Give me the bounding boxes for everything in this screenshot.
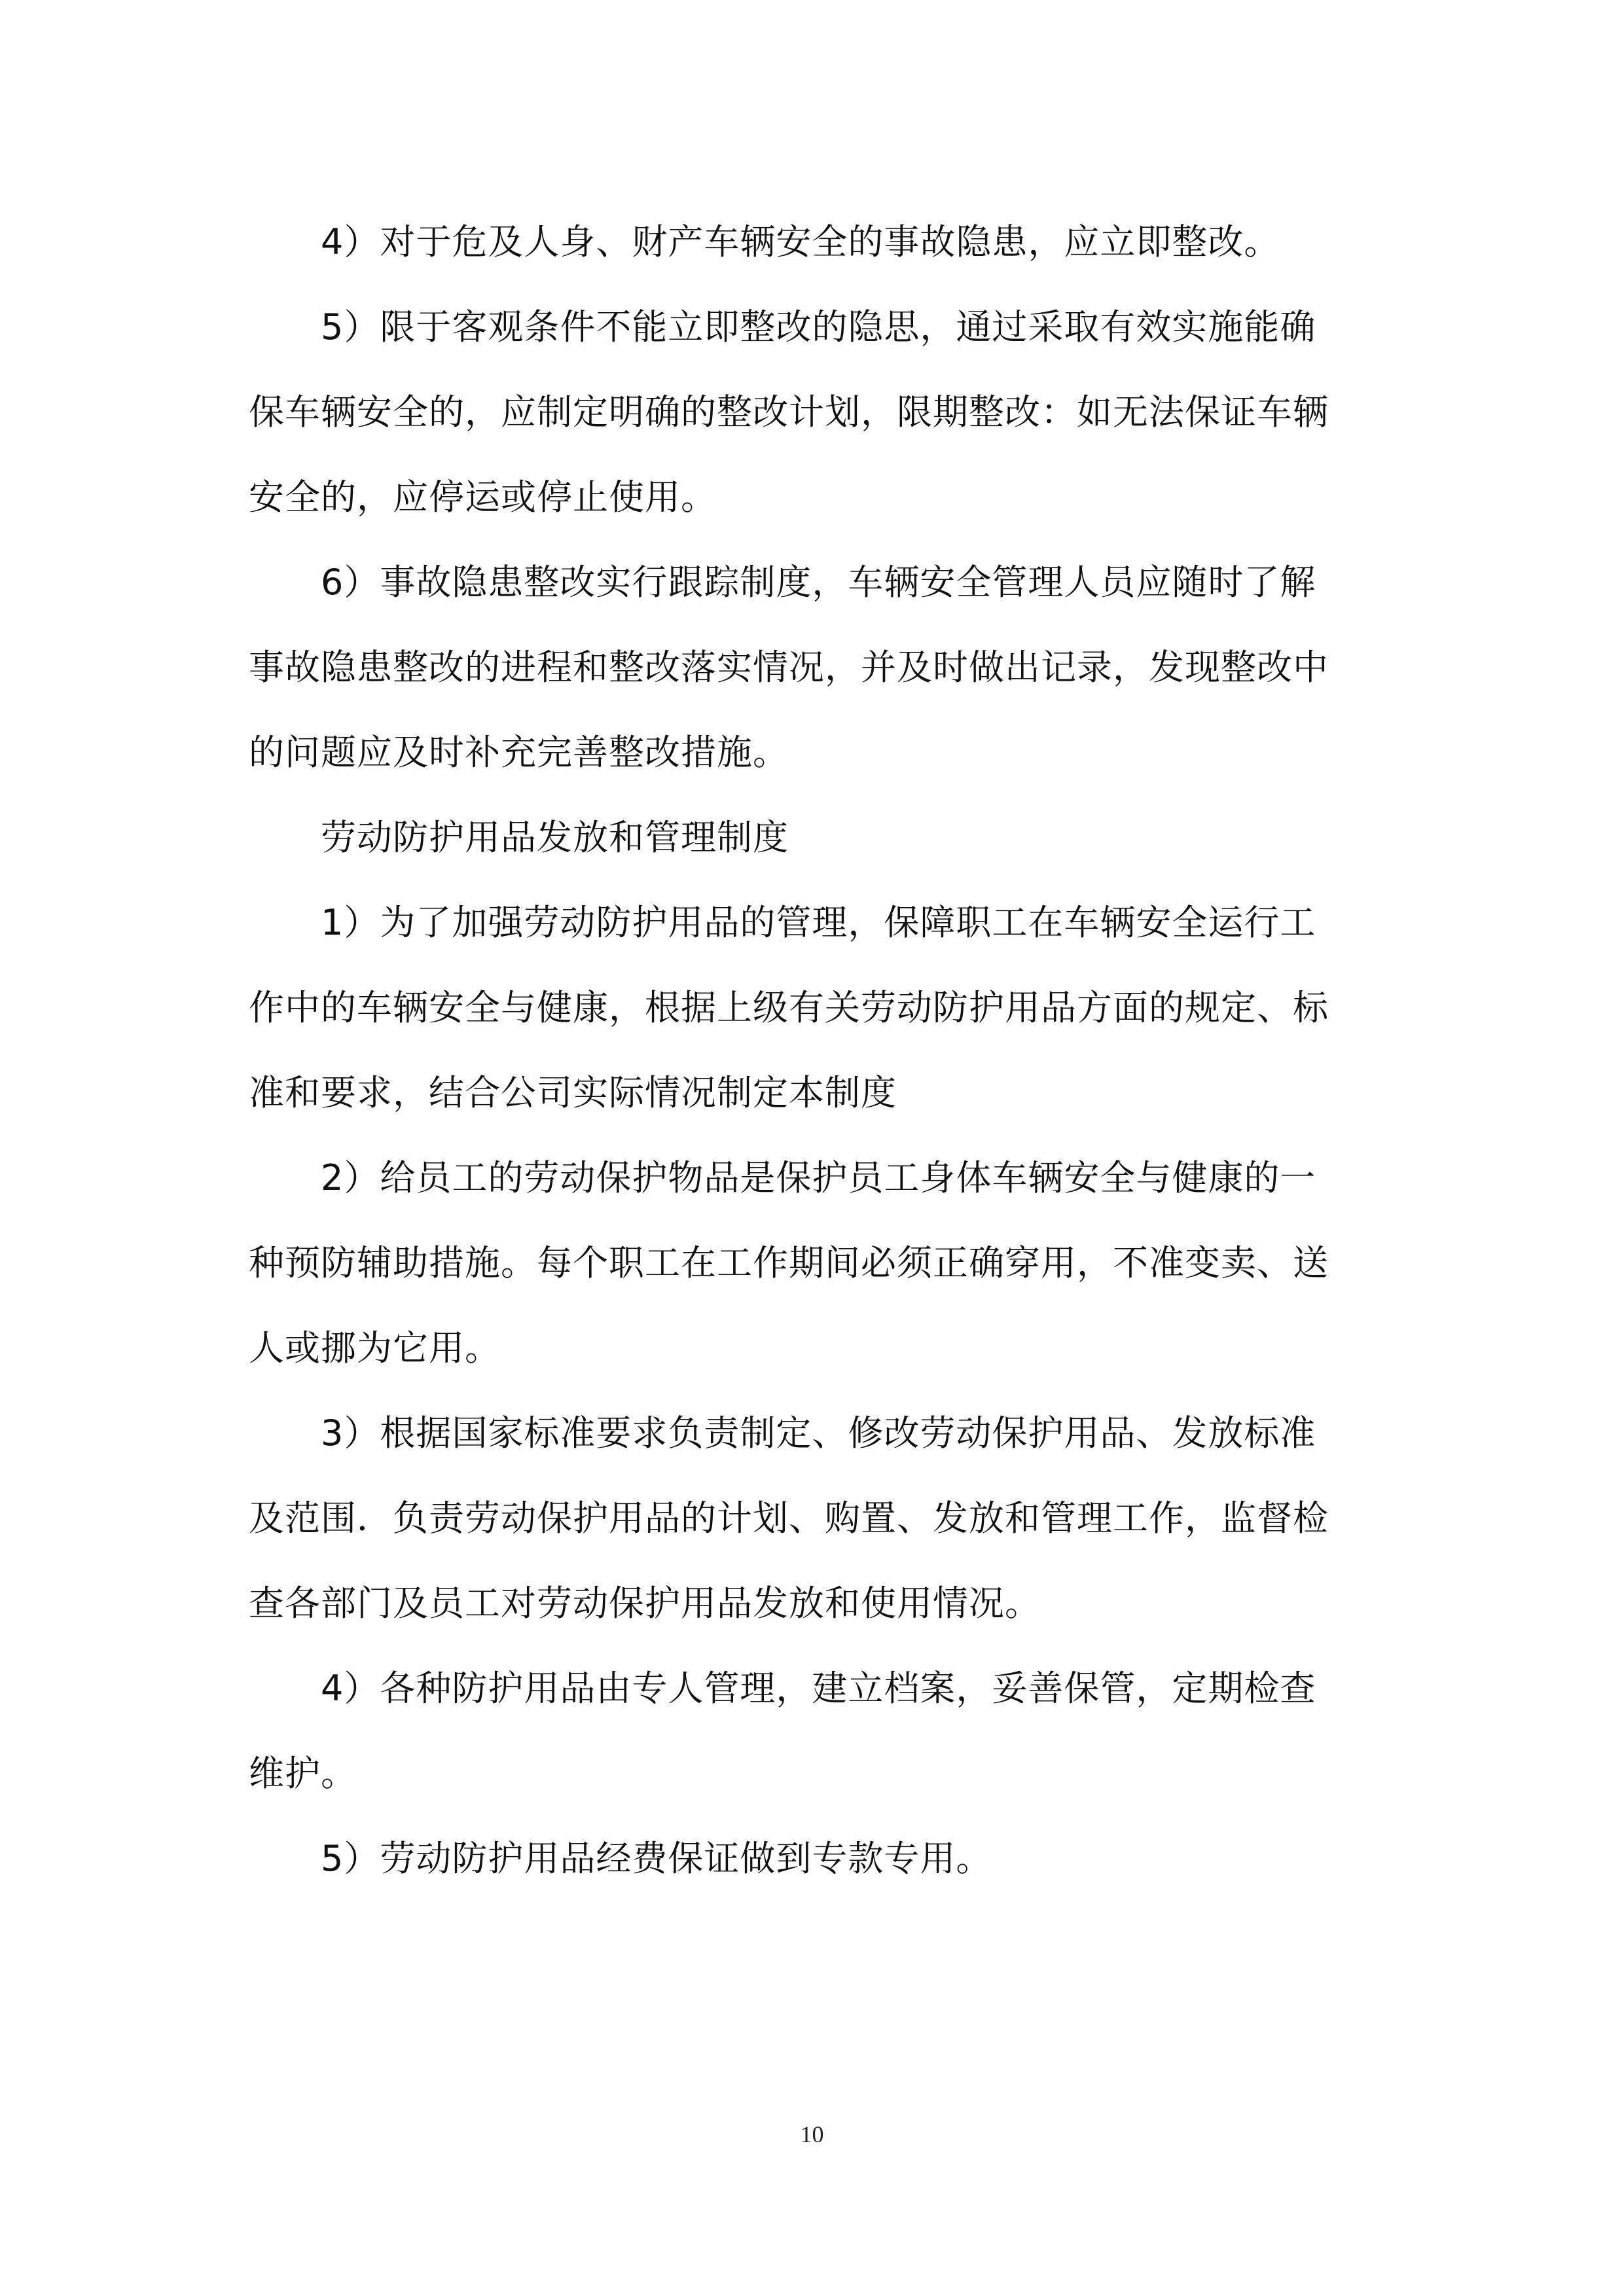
paragraph-2-line-1: 5）限于客观条件不能立即整改的隐思，通过采取有效实施能确 xyxy=(321,306,1316,348)
paragraph-8-line-1: 4）各种防护用品由专人管理，建立档案，妥善保管，定期检查 xyxy=(321,1668,1316,1709)
paragraph-6-line-3: 人或挪为它用。 xyxy=(249,1327,501,1369)
paragraph-3-line-2: 事故隐患整改的进程和整改落实情况，并及时做出记录，发现整改中 xyxy=(249,647,1329,688)
section-heading: 劳动防护用品发放和管理制度 xyxy=(321,817,789,858)
paragraph-1-line-1: 4）对于危及人身、财产车辆安全的事故隐患，应立即整改。 xyxy=(321,221,1280,262)
paragraph-7-line-1: 3）根据国家标准要求负责制定、修改劳动保护用品、发放标准 xyxy=(321,1412,1316,1454)
paragraph-2-line-2: 保车辆安全的，应制定明确的整改计划，限期整改：如无法保证车辆 xyxy=(249,391,1329,433)
paragraph-6-line-1: 2）给员工的劳动保护物品是保护员工身体车辆安全与健康的一 xyxy=(321,1157,1316,1198)
paragraph-5-line-2: 作中的车辆安全与健康，根据上级有关劳动防护用品方面的规定、标 xyxy=(249,987,1329,1028)
paragraph-7-line-3: 查各部门及员工对劳动保护用品发放和使用情况。 xyxy=(249,1583,1041,1624)
paragraph-3-line-3: 的问题应及时补充完善整改措施。 xyxy=(249,732,789,773)
paragraph-7-line-2: 及范围．负责劳动保护用品的计划、购置、发放和管理工作，监督检 xyxy=(249,1498,1329,1539)
paragraph-3-line-1: 6）事故隐患整改实行跟踪制度，车辆安全管理人员应随时了解 xyxy=(321,562,1316,603)
paragraph-8-line-2: 维护。 xyxy=(249,1753,357,1794)
page-number: 10 xyxy=(800,2121,824,2147)
paragraph-2-line-3: 安全的，应停运或停止使用。 xyxy=(249,476,717,518)
paragraph-5-line-1: 1）为了加强劳动防护用品的管理，保障职工在车辆安全运行工 xyxy=(321,902,1316,943)
paragraph-5-line-3: 准和要求，结合公司实际情况制定本制度 xyxy=(249,1072,897,1113)
paragraph-6-line-2: 种预防辅助措施。每个职工在工作期间必须正确穿用，不准变卖、送 xyxy=(249,1242,1329,1283)
paragraph-9-line-1: 5）劳动防护用品经费保证做到专款专用。 xyxy=(321,1838,992,1879)
